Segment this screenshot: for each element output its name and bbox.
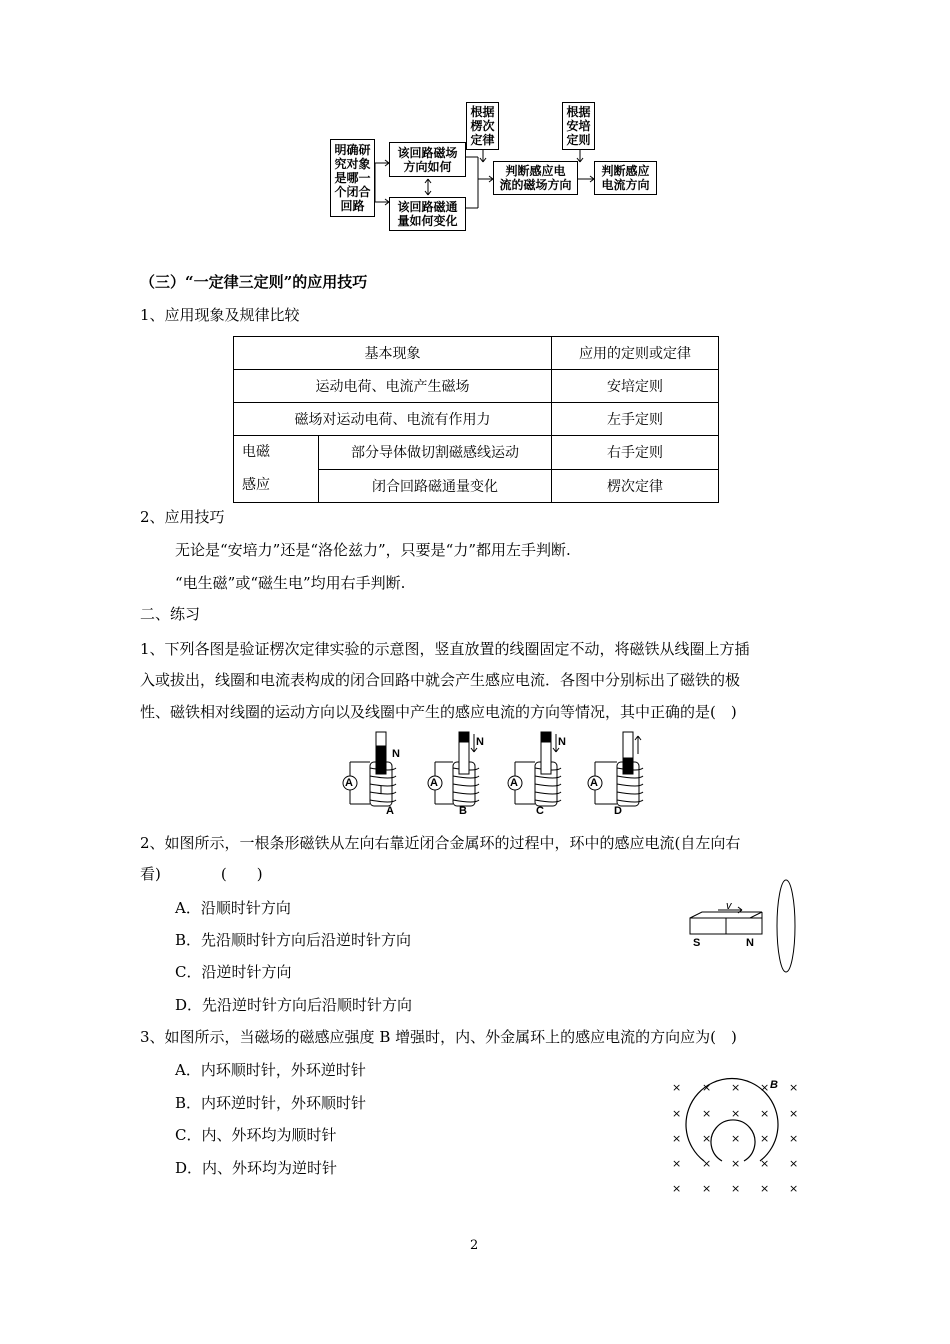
table-cell: 楞次定律: [552, 469, 719, 503]
field-cross-mark: ×: [672, 1157, 682, 1170]
north-pole-label: N: [558, 736, 566, 748]
question-text: 2、如图所示，一根条形磁铁从左向右靠近闭合金属环的过程中，环中的感应电流(自左向右: [140, 834, 741, 852]
flow-text: 电流方向: [601, 178, 650, 192]
option-d: D．先沿逆时针方向后沿顺时针方向: [175, 996, 413, 1014]
table-cell: 右手定则: [552, 436, 719, 470]
field-cross-mark: ×: [731, 1182, 741, 1195]
option-a: A．沿顺时针方向: [175, 899, 291, 917]
table-header-cell: 应用的定则或定律: [552, 337, 719, 370]
table-cell: 左手定则: [552, 403, 719, 436]
field-cross-mark: ×: [672, 1132, 682, 1145]
flow-box-ampere-rule: [562, 102, 595, 150]
tip-text: 无论是“安培力”还是“洛伦兹力”，只要是“力”都用左手判断.: [175, 541, 571, 559]
field-label: B: [770, 1079, 778, 1091]
flow-box-flux-change: [389, 197, 466, 231]
subsection-title: 1、应用现象及规律比较: [140, 306, 300, 324]
flow-text: 定律: [470, 133, 495, 147]
table-row: [234, 436, 719, 470]
comparison-table: [233, 336, 719, 503]
table-cell: 部分导体做切割磁感线运动: [319, 436, 552, 470]
field-cross-mark: ×: [672, 1107, 682, 1120]
flow-text: 根据: [566, 105, 591, 119]
field-cross-mark: ×: [672, 1182, 682, 1195]
flow-text: 判断感应电: [505, 164, 566, 178]
field-cross-mark: ×: [789, 1107, 799, 1120]
flow-text: 安培: [566, 119, 591, 133]
flow-text: 量如何变化: [397, 214, 458, 228]
field-cross-mark: ×: [760, 1107, 770, 1120]
flow-text: 明确研: [334, 143, 371, 157]
section-title: （三）“一定律三定则”的应用技巧: [140, 273, 368, 291]
field-cross-mark: ×: [702, 1157, 712, 1170]
table-cell: 闭合回路磁通量变化: [319, 469, 552, 503]
field-cross-mark: ×: [731, 1157, 741, 1170]
flow-text: 该回路磁场: [397, 145, 458, 160]
north-pole-label: N: [476, 736, 484, 748]
field-cross-mark: ×: [760, 1157, 770, 1170]
question-text: 1、下列各图是验证楞次定律实验的示意图，竖直放置的线圈固定不动，将磁铁从线圈上方插: [140, 640, 750, 658]
ammeter-label: A: [430, 777, 438, 789]
flow-text: 判断感应: [601, 164, 650, 178]
question-text: 看) ( ): [140, 865, 263, 883]
table-row: [234, 403, 719, 436]
flow-box-induced-field: [493, 161, 578, 195]
ammeter-label: A: [510, 777, 518, 789]
table-group-label: 感应: [242, 477, 270, 493]
field-cross-mark: ×: [702, 1107, 712, 1120]
table-cell: 运动电荷、电流产生磁场: [234, 370, 552, 403]
figure-label: A: [386, 805, 394, 817]
field-cross-mark: ×: [760, 1132, 770, 1145]
flow-text: 楞次: [470, 119, 495, 133]
field-cross-mark: ×: [760, 1182, 770, 1195]
table-header-row: [234, 337, 719, 370]
page-number: 2: [470, 1238, 479, 1253]
figure-label: C: [536, 805, 544, 817]
option-d: D．内、外环均为逆时针: [175, 1159, 338, 1177]
coil-magnet-diagrams: [330, 728, 650, 820]
flow-text: 究对象: [334, 157, 371, 171]
flow-text: 个闭合: [334, 185, 371, 199]
field-cross-mark: ×: [672, 1081, 682, 1094]
south-pole-label: S: [693, 937, 701, 949]
option-b: B．内环逆时针，外环顺时针: [175, 1094, 367, 1112]
subsection-title: 2、应用技巧: [140, 508, 225, 526]
question-text: 3、如图所示，当磁场的磁感应强度 B 增强时，内、外金属环上的感应电流的方向应为( ): [140, 1028, 737, 1046]
bar-magnet-ring-diagram: [680, 878, 810, 978]
option-c: C．内、外环均为顺时针: [175, 1126, 337, 1144]
option-b: B．先沿顺时针方向后沿逆时针方向: [175, 931, 412, 949]
figure-label: B: [459, 805, 467, 817]
flow-text: 定则: [566, 133, 591, 147]
tip-text: “电生磁”或“磁生电”均用右手判断.: [175, 574, 406, 592]
section-title: 二、练习: [140, 605, 201, 623]
question-text: 入或拔出，线圈和电流表构成的闭合回路中就会产生感应电流．各图中分别标出了磁铁的极: [140, 671, 741, 689]
north-pole-label: N: [746, 937, 754, 949]
flow-text: 该回路磁通: [397, 200, 458, 214]
field-cross-mark: ×: [731, 1107, 741, 1120]
table-cell: 磁场对运动电荷、电流有作用力: [234, 403, 552, 436]
flow-text: 方向如何: [403, 159, 452, 174]
field-cross-mark: ×: [702, 1182, 712, 1195]
table-cell: 安培定则: [552, 370, 719, 403]
flow-text: 流的磁场方向: [499, 178, 572, 192]
option-c: C．沿逆时针方向: [175, 963, 292, 981]
table-header-cell: 基本现象: [234, 337, 552, 370]
field-cross-mark: ×: [731, 1081, 741, 1094]
field-cross-mark: ×: [760, 1081, 770, 1094]
table-group-cell: [234, 436, 319, 503]
field-cross-mark: ×: [789, 1182, 799, 1195]
option-a: A．内环顺时针，外环逆时针: [175, 1061, 366, 1079]
ammeter-label: A: [590, 777, 598, 789]
flow-text: 根据: [470, 105, 495, 119]
field-cross-mark: ×: [731, 1132, 741, 1145]
flow-text: 是哪一: [334, 171, 371, 185]
question-text: 性、磁铁相对线圈的运动方向以及线圈中产生的感应电流的方向等情况，其中正确的是( ): [140, 703, 737, 721]
field-cross-mark: ×: [702, 1081, 712, 1094]
flow-box-field-direction: [389, 142, 466, 177]
table-group-label: 电磁: [242, 444, 270, 460]
flow-box-current-direction: [594, 161, 657, 195]
field-cross-mark: ×: [789, 1081, 799, 1094]
figure-label: D: [614, 805, 622, 817]
field-cross-mark: ×: [702, 1132, 712, 1145]
field-cross-mark: ×: [789, 1132, 799, 1145]
north-pole-label: N: [392, 748, 400, 760]
velocity-label: v: [726, 900, 732, 912]
flow-text: 回路: [340, 199, 365, 213]
flow-box-identify-circuit: [330, 139, 375, 217]
table-row: [234, 370, 719, 403]
ammeter-label: A: [345, 777, 353, 789]
flow-box-lenz-law: [466, 102, 499, 150]
field-cross-mark: ×: [789, 1157, 799, 1170]
